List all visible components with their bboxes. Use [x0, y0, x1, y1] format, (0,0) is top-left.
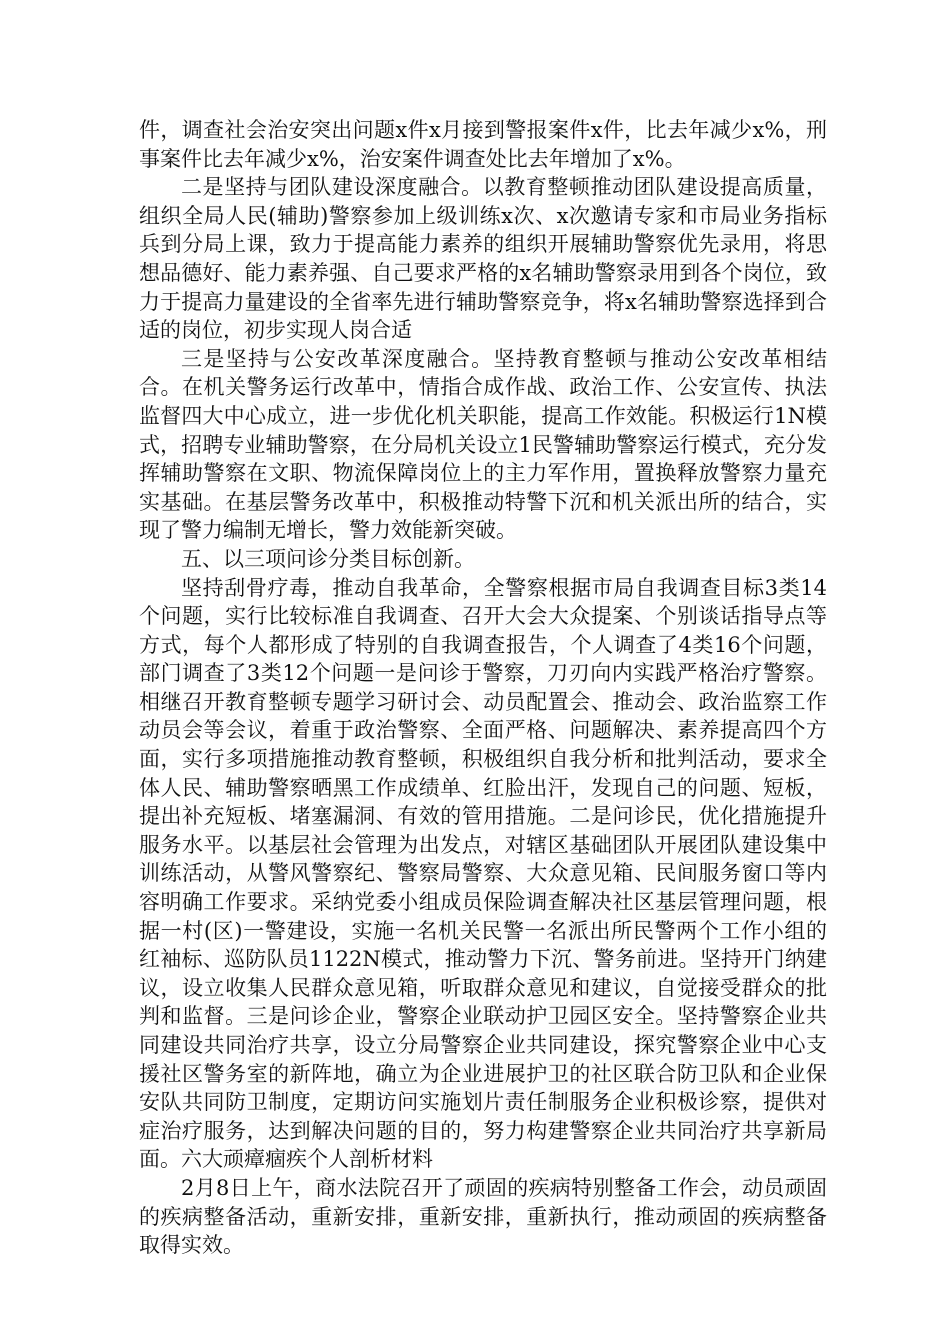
paragraph-self-revolution: 坚持刮骨疗毒，推动自我革命，全警察根据市局自我调查目标3类14个问题，实行比较标准自我调查、召开大会大众提案、个别谈话指导点等方式，每个人都形成了特别的自我调查报告，个人调查了4类16个问题，部门调查了3类12个问题一是问诊于警察，刀刃向内实践严格治疗警察。相继召开教育整顿专题学习研讨会、动员配置会、推动会、政治监察工作动员会等会议，着重于政治警察、全面严格、问题解决、素养提高四个方面，实行多项措施推动教育整顿，积极组织自我分析和批判活动，要求全体人民、辅助警察晒黑工作成绩单、红脸出汗，发现自己的问题、短板，提出补充短板、堵塞漏洞、有效的管用措施。二是问诊民，优化措施提升服务水平。以基层社会管理为出发点，对辖区基础团队开展团队建设集中训练活动，从警风警察纪、警察局警察、大众意见箱、民间服务窗口等内容明确工作要求。采纳党委小组成员保险调查解决社区基层管理问题，根据一村(区)一警建设，实施一名机关民警一名派出所民警两个工作小组的红袖标、巡防队员1122N模式，推动警力下沉、警务前进。坚持开门纳建议，设立收集人民群众意见箱，听取群众意见和建议，自觉接受群众的批判和监督。三是问诊企业，警察企业联动护卫园区安全。坚持警察企业共同建设共同治疗共享，设立分局警察企业共同建设，探究警察企业中心支援社区警务室的新阵地，确立为企业进展护卫的社区联合防卫队和企业保安队共同防卫制度，定期访问实施划片责任制服务企业积极诊察，提供对症治疗服务，达到解决问题的目的，努力构建警察企业共同治疗共享新局面。六大顽瘴痼疾个人剖析材料 [139, 575, 827, 1172]
paragraph-police-reform: 三是坚持与公安改革深度融合。坚持教育整顿与推动公安改革相结合。在机关警务运行改革中，情指合成作战、政治工作、公安宣传、执法监督四大中心成立，进一步优化机关职能，提高工作效能。积极运行1N模式，招聘专业辅助警察，在分局机关设立1民警辅助警察运行模式，充分发挥辅助警察在文职、物流保障岗位上的主力军作用，置换释放警察力量充实基础。在基层警务改革中，积极推动特警下沉和机关派出所的结合，实现了警力编制无增长，警力效能新突破。 [139, 346, 827, 543]
paragraph-court-meeting: 2月8日上午，商水法院召开了顽固的疾病特别整备工作会，动员顽固的疾病整备活动，重新安排，重新安排，重新执行，推动顽固的疾病整备取得实效。 [139, 1175, 827, 1258]
paragraph-continuation: 件，调查社会治安突出问题x件x月接到警报案件x件，比去年减少x%，刑事案件比去年减少x%，治安案件调查处比去年增加了x%。 [139, 118, 827, 171]
paragraph-team-building: 二是坚持与团队建设深度融合。以教育整顿推动团队建设提高质量，组织全局人民(辅助)警察参加上级训练x次、x次邀请专家和市局业务指标兵到分局上课，致力于提高能力素养的组织开展辅助警察优先录用，将思想品德好、能力素养强、自己要求严格的x名辅助警察录用到各个岗位，致力于提高力量建设的全省率先进行辅助警察竞争，将x名辅助警察选择到合适的岗位，初步实现人岗合适 [139, 175, 827, 343]
section-heading-five: 五、以三项问诊分类目标创新。 [181, 546, 475, 571]
document-page [139, 116, 827, 1260]
